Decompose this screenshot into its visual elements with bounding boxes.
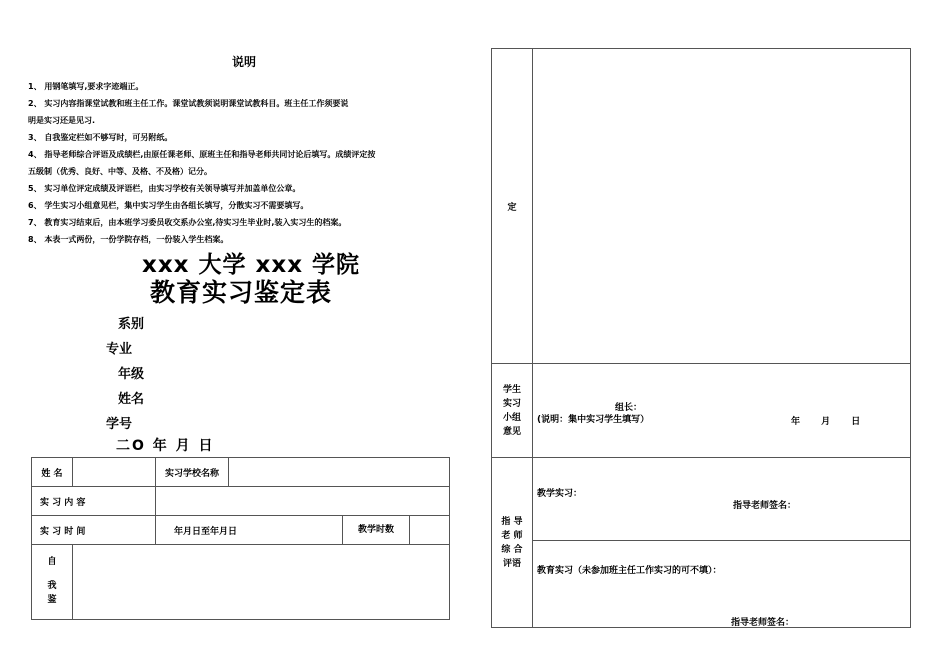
school-value-cell[interactable] (229, 458, 450, 487)
group-note: (说明：集中实习学生填写） (537, 415, 650, 425)
time-value: 年月日至年月日 (174, 526, 238, 537)
instruction-line: 7、 教育实习结束后，由本班学习委员收交系办公室,待实习生毕业时,装入实习生的档案。 (28, 218, 347, 227)
hours-label: 教学时数 (342, 516, 410, 544)
time-cell-label: 实 习 时 间 (32, 516, 156, 545)
content-cell-label: 实 习 内 容 (32, 487, 156, 516)
instruction-line: 6、 学生实习小组意见栏，集中实习学生由各组长填写，分散实习不需要填写。 (28, 201, 309, 210)
self-assessment-label: 自 我 鉴 (32, 545, 73, 620)
instruction-line: 4、 指导老师综合评语及成绩栏,由原任课老师、原班主任和指导老师共同讨论后填写。成绩评定按 (28, 150, 376, 159)
school-cell-label: 实习学校名称 (156, 458, 229, 487)
content-value-cell[interactable] (156, 487, 450, 516)
group-opinion-value[interactable] (533, 364, 911, 458)
instruction-line: 8、 本表一式两份，一份学院存档，一份装入学生档案。 (28, 235, 229, 244)
education-practice-label: 教育实习（未参加班主任工作实习的可不填）： (537, 566, 722, 576)
assessment-label: 定 (492, 49, 533, 364)
instruction-line: 五级制（优秀、良好、中等、及格、不及格）记分。 (28, 167, 212, 176)
major-label: 专业 (106, 342, 133, 357)
dept-label: 系别 (118, 317, 145, 332)
group-date: 年 月 日 (791, 417, 861, 427)
name-value-cell[interactable] (73, 458, 156, 487)
teaching-practice-label: 教学实习： (537, 489, 583, 499)
education-practice-value[interactable] (533, 541, 911, 628)
instruction-line: 明是实习还是见习. (28, 116, 96, 125)
instruction-line: 5、 实习单位评定成绩及评语栏，由实习学校有关领导填写并加盖单位公章。 (28, 184, 301, 193)
group-leader-label: 组长： (615, 403, 643, 413)
advisor-signature-2: 指导老师签名： (731, 618, 795, 628)
cover-date: 二O 年 月 日 (116, 438, 215, 454)
advisor-comment-label: 指 导 老 师 综 合 评语 (492, 458, 533, 628)
info-table (31, 457, 450, 620)
evaluation-table (491, 48, 911, 628)
instruction-line: 1、 用钢笔填写,要求字迹端正。 (28, 82, 144, 91)
name-label: 姓名 (118, 392, 145, 407)
assessment-value[interactable] (533, 49, 911, 364)
instructions-title: 说明 (232, 55, 257, 69)
instruction-line: 3、 自我鉴定栏如不够写时，可另附纸。 (28, 133, 173, 142)
self-assessment-value[interactable] (73, 545, 450, 620)
form-title: 教育实习鉴定表 (150, 278, 333, 307)
group-opinion-label: 学生 实习 小组 意见 (492, 364, 533, 458)
teaching-practice-value[interactable] (533, 458, 911, 541)
instruction-line: 2、 实习内容指课堂试教和班主任工作。课堂试教须说明课堂试教科目。班主任工作须要说 (28, 99, 349, 108)
student-id-label: 学号 (106, 417, 133, 432)
name-cell-label: 姓 名 (32, 458, 73, 487)
grade-label: 年级 (118, 367, 145, 382)
advisor-signature-1: 指导老师签名： (733, 501, 797, 511)
university-title: xxx 大学 xxx 学院 (142, 252, 361, 278)
